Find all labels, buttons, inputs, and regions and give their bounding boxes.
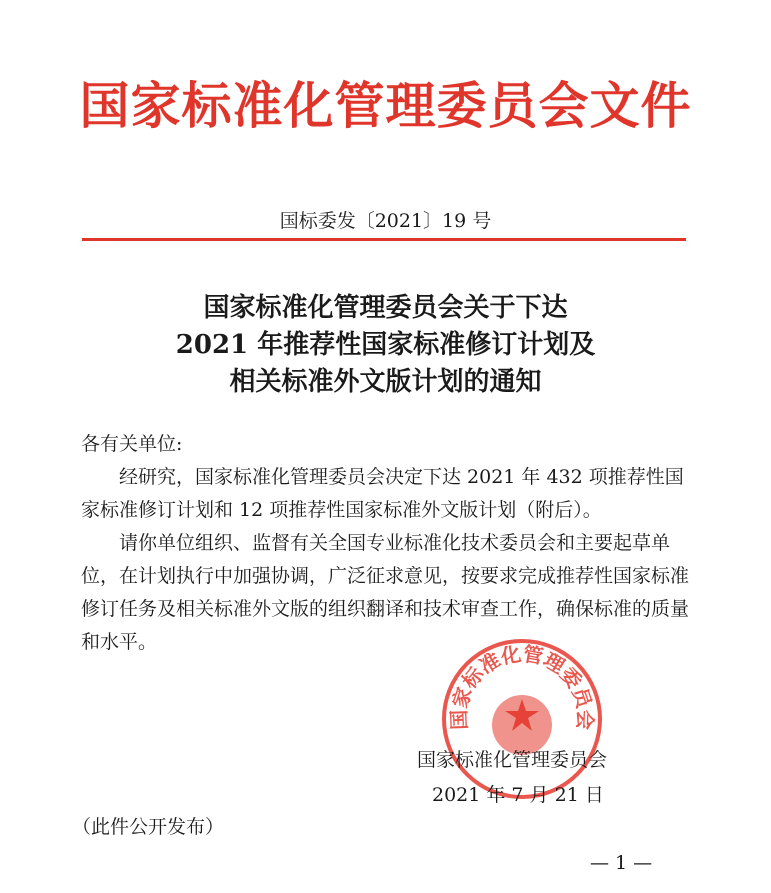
body-paragraph-1: 经研究，国家标准化管理委员会决定下达 2021 年 432 项推荐性国家标准修订计划和 12 项推荐性国家标准外文版计划（附后）。 (81, 466, 684, 521)
salutation: 各有关单位: (81, 433, 183, 455)
publication-note: （此件公开发布） (72, 816, 225, 838)
title-line-2: 2021 年推荐性国家标准修订计划及 (175, 330, 596, 360)
red-divider-line (82, 238, 686, 241)
document-header-title: 国家标准化管理委员会文件 (79, 76, 692, 135)
official-seal-icon (440, 637, 604, 801)
body-paragraph-2: 请你单位组织、监督有关全国专业标准化技术委员会和主要起草单位，在计划执行中加强协调，广泛征求意见，按要求完成推荐性国家标准修订任务及相关标准外文版的组织翻译和技术审查工作，确保标准的质量和水平。 (81, 532, 690, 653)
title-line-3: 相关标准外文版计划的通知 (229, 367, 542, 397)
page-number: — 1 — (590, 852, 653, 874)
notice-title (0, 290, 771, 401)
signing-organization: 国家标准化管理委员会 (417, 749, 608, 771)
signing-date: 2021 年 7 月 21 日 (432, 784, 604, 806)
document-number: 国标委发〔2021〕19 号 (279, 210, 492, 232)
notice-body (81, 428, 693, 659)
seal-text: 国家标准化管理委员会 (446, 641, 598, 731)
title-line-1: 国家标准化管理委员会关于下达 (203, 293, 568, 323)
